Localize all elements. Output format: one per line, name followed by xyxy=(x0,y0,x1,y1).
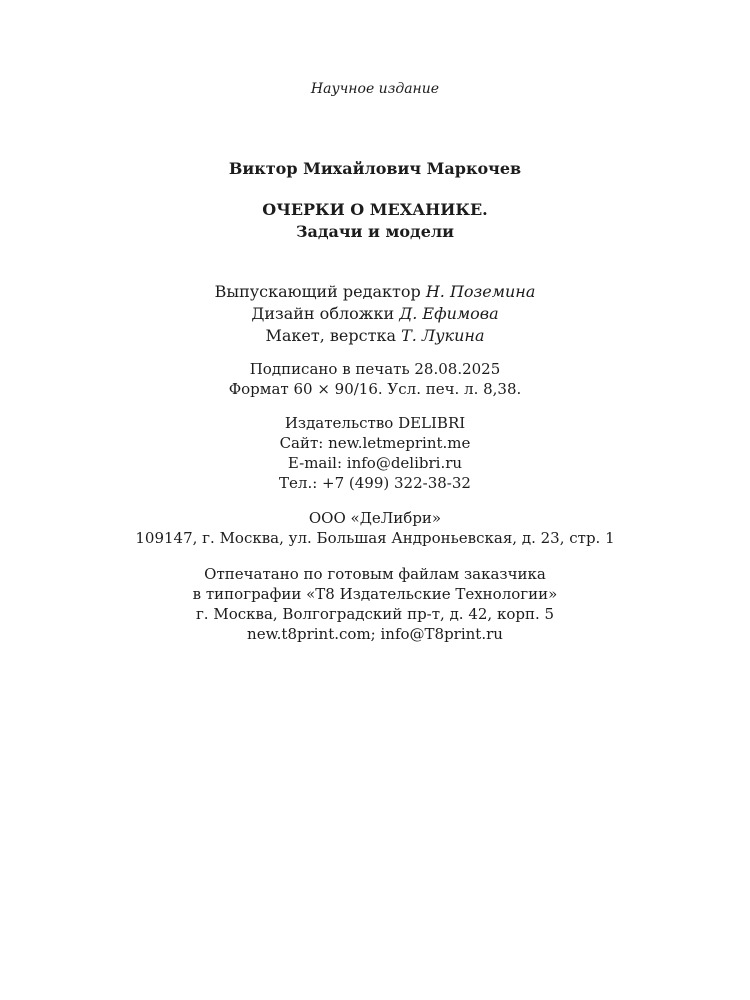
credit-role: Дизайн обложки xyxy=(251,304,400,323)
print-format: Формат 60 × 90/16. Усл. печ. л. 8,38. xyxy=(228,380,522,398)
author-name: Виктор Михайлович Маркочев xyxy=(228,159,522,178)
publisher-block xyxy=(0,413,750,493)
credit-role: Выпускающий редактор xyxy=(214,282,426,301)
publisher-phone: Тел.: +7 (499) 322-38-32 xyxy=(279,474,471,492)
company-name: ООО «ДеЛибри» xyxy=(308,509,442,527)
book-title: ОЧЕРКИ О МЕХАНИКЕ. xyxy=(262,200,488,219)
credit-person: Т. Лукина xyxy=(401,326,485,345)
company-block xyxy=(0,508,750,548)
printer-line-3: г. Москва, Волгоградский пр-т, д. 42, корп. 5 xyxy=(195,605,555,623)
book-subtitle: Задачи и модели xyxy=(295,222,455,241)
credit-person: Н. Поземина xyxy=(425,282,536,301)
publisher-name: Издательство DELIBRI xyxy=(284,414,466,432)
printer-line-2: в типографии «Т8 Издательские Технологии» xyxy=(192,585,558,603)
company-address: 109147, г. Москва, ул. Большая Андроньевская, д. 23, стр. 1 xyxy=(135,529,615,547)
credit-editor xyxy=(0,281,750,303)
publisher-email: E-mail: info@delibri.ru xyxy=(287,454,463,472)
publisher-site: Сайт: new.letmeprint.me xyxy=(279,434,471,452)
book-title-block xyxy=(0,199,750,243)
printer-line-1: Отпечатано по готовым файлам заказчика xyxy=(204,565,546,583)
print-info-block xyxy=(0,359,750,399)
printer-line-4: new.t8print.com; info@T8print.ru xyxy=(247,625,503,643)
credit-person: Д. Ефимова xyxy=(399,304,499,323)
credit-role: Макет, верстка xyxy=(265,326,402,345)
credit-layout xyxy=(0,325,750,347)
credit-cover-design xyxy=(0,303,750,325)
credits-block xyxy=(0,281,750,347)
signed-for-print: Подписано в печать 28.08.2025 xyxy=(249,360,501,378)
printer-block xyxy=(0,564,750,644)
edition-type: Научное издание xyxy=(310,81,440,97)
